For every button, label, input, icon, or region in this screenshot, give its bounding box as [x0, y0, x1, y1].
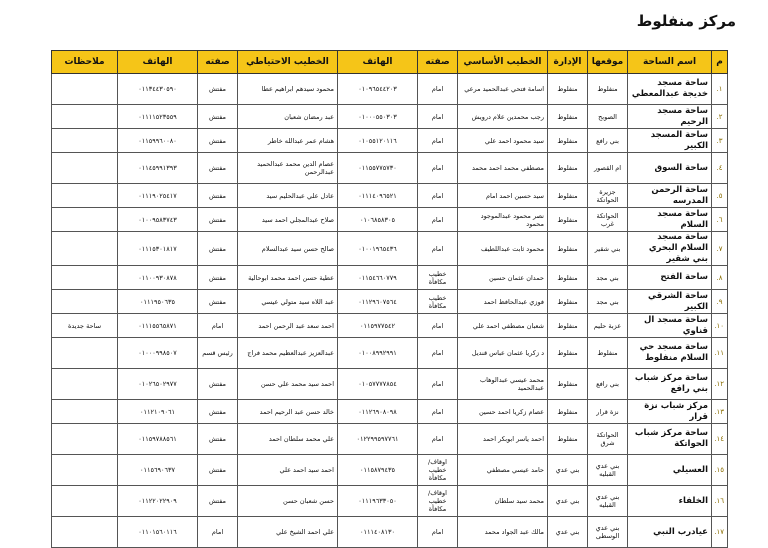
row-number-cell: ١٢. — [712, 369, 728, 400]
backup-role-cell: مفتش — [198, 74, 238, 105]
table-body — [52, 74, 728, 548]
table-row — [52, 400, 728, 424]
primary-preacher-cell: د زكريا عثمان عباس قنديل — [458, 338, 548, 369]
row-number-cell: ١١. — [712, 338, 728, 369]
primary-preacher-cell: رجب محمدين علام درويش — [458, 105, 548, 129]
notes-cell — [52, 153, 118, 184]
row-number-cell: ٤. — [712, 153, 728, 184]
backup-preacher-cell: عبد رمضان شعبان — [238, 105, 338, 129]
backup-phone-cell: ٠١١٥٩٩٦٠٠٨٠ — [118, 129, 198, 153]
backup-role-cell: مفتش — [198, 400, 238, 424]
backup-preacher-cell: عبد اللاه سيد متولي عيسي — [238, 290, 338, 314]
row-number-cell: ١٦. — [712, 486, 728, 517]
backup-role-cell: مفتش — [198, 105, 238, 129]
administration-cell: بني عدي — [548, 517, 588, 548]
column-header: الهاتف — [118, 51, 198, 74]
plaza-name-cell: العسيلي — [628, 455, 712, 486]
backup-role-cell: مفتش — [198, 424, 238, 455]
column-header: الهاتف — [338, 51, 418, 74]
primary-phone-cell: ٠١١٥٥٧٧٥٧٣٠ — [338, 153, 418, 184]
notes-cell — [52, 129, 118, 153]
primary-role-cell: خطيب مكافأة — [418, 266, 458, 290]
backup-phone-cell: ٠١١٠٠٩٣٠٨٧٨ — [118, 266, 198, 290]
table-row — [52, 455, 728, 486]
table-row — [52, 369, 728, 400]
primary-preacher-cell: فوزي عبدالحافظ احمد — [458, 290, 548, 314]
primary-role-cell: امام — [418, 208, 458, 232]
primary-phone-cell: ٠١٢٢٩٩٥٩٧٧٦١ — [338, 424, 418, 455]
administration-cell: منفلوط — [548, 314, 588, 338]
table-row — [52, 232, 728, 266]
row-number-cell: ٨. — [712, 266, 728, 290]
table-row — [52, 486, 728, 517]
backup-phone-cell: ٠١١٣٤٤٣٠٥٩٠ — [118, 74, 198, 105]
column-header: موقعها — [588, 51, 628, 74]
primary-preacher-cell: سيد محمود احمد علي — [458, 129, 548, 153]
primary-role-cell: امام — [418, 232, 458, 266]
backup-preacher-cell: عطية حسن احمد محمد ابوحالية — [238, 266, 338, 290]
primary-preacher-cell: اسامة فتحي عبدالحميد مرعي — [458, 74, 548, 105]
primary-phone-cell: ٠١١٥٤٦٦٠٧٧٩ — [338, 266, 418, 290]
table-row — [52, 153, 728, 184]
plaza-name-cell: ساحة مركز شباب الحواتكة — [628, 424, 712, 455]
primary-preacher-cell: شعبان مصطفي احمد علي — [458, 314, 548, 338]
backup-preacher-cell: علي احمد الشيخ علي — [238, 517, 338, 548]
administration-cell: بني عدي — [548, 455, 588, 486]
primary-phone-cell: ٠١١٢٩٦٠٧٥٦٤ — [338, 290, 418, 314]
primary-preacher-cell: عصام زكريا احمد حسين — [458, 400, 548, 424]
primary-preacher-cell: مصطفي محمد احمد محمد — [458, 153, 548, 184]
column-header: م — [712, 51, 728, 74]
backup-role-cell: مفتش — [198, 369, 238, 400]
primary-role-cell: امام — [418, 400, 458, 424]
primary-role-cell: امام — [418, 517, 458, 548]
plaza-location-cell: الحواتكة شرق — [588, 424, 628, 455]
notes-cell — [52, 338, 118, 369]
notes-cell — [52, 232, 118, 266]
row-number-cell: ٢. — [712, 105, 728, 129]
khutba-table-container — [52, 50, 728, 548]
plaza-location-cell: بني مجد — [588, 290, 628, 314]
plaza-name-cell: مركز شباب نزة قرار — [628, 400, 712, 424]
column-header: صفته — [418, 51, 458, 74]
administration-cell: منفلوط — [548, 153, 588, 184]
primary-preacher-cell: حامد عيسي مصطفي — [458, 455, 548, 486]
row-number-cell: ٣. — [712, 129, 728, 153]
plaza-location-cell: الحواتكة غرب — [588, 208, 628, 232]
table-row — [52, 290, 728, 314]
backup-phone-cell: ٠١١١١٥٢٣٥٥٩ — [118, 105, 198, 129]
backup-preacher-cell: عصام الدين محمد عبدالحميد عبدالرحمن — [238, 153, 338, 184]
primary-preacher-cell: نصر محمود عبدالموجود محمود — [458, 208, 548, 232]
plaza-name-cell: ساحة مسجد السلام البحري بني شقير — [628, 232, 712, 266]
administration-cell: بني عدي — [548, 486, 588, 517]
table-row — [52, 184, 728, 208]
backup-preacher-cell: عبدالعزيز عبدالعظيم محمد فراج — [238, 338, 338, 369]
column-header: ملاحظات — [52, 51, 118, 74]
primary-phone-cell: ٠١١١٤٠٨١٣٠ — [338, 517, 418, 548]
backup-phone-cell: ٠١١٢١٠٩٠٦١ — [118, 400, 198, 424]
administration-cell: منفلوط — [548, 290, 588, 314]
primary-phone-cell: ٠١١٢٦٩٠٨٠٩٨ — [338, 400, 418, 424]
notes-cell — [52, 184, 118, 208]
primary-preacher-cell: محمود ثابت عبداللطيف — [458, 232, 548, 266]
plaza-name-cell: الخلفاء — [628, 486, 712, 517]
plaza-name-cell: ساحة مسجد ال قناوي — [628, 314, 712, 338]
plaza-name-cell: ساحة مسجد السلام — [628, 208, 712, 232]
primary-phone-cell: ٠١٠٠١٩٦٥٤٣٦ — [338, 232, 418, 266]
administration-cell: منفلوط — [548, 105, 588, 129]
backup-phone-cell: ٠١١١٩٥٠٦٣٥ — [118, 290, 198, 314]
primary-phone-cell: ٠١٠٦٨٥٨٣٠٥ — [338, 208, 418, 232]
backup-role-cell: مفتش — [198, 208, 238, 232]
backup-role-cell: مفتش — [198, 290, 238, 314]
backup-phone-cell: ٠١١١٥٣٠١٨١٧ — [118, 232, 198, 266]
primary-phone-cell: ٠١٠٩٦٥٤٤٢٠٣ — [338, 74, 418, 105]
row-number-cell: ١٥. — [712, 455, 728, 486]
row-number-cell: ٦. — [712, 208, 728, 232]
administration-cell: منفلوط — [548, 369, 588, 400]
column-header: الإدارة — [548, 51, 588, 74]
primary-phone-cell: ٠١٠٠٠٥٥٠٣٠٣ — [338, 105, 418, 129]
administration-cell: منفلوط — [548, 184, 588, 208]
plaza-location-cell: بني شقير — [588, 232, 628, 266]
table-row — [52, 129, 728, 153]
backup-preacher-cell: صالح حسن سيد عبدالسلام — [238, 232, 338, 266]
notes-cell — [52, 266, 118, 290]
backup-role-cell: رئيس قسم — [198, 338, 238, 369]
table-row — [52, 338, 728, 369]
notes-cell — [52, 369, 118, 400]
plaza-location-cell: بني عدي القبليه — [588, 455, 628, 486]
backup-role-cell: مفتش — [198, 266, 238, 290]
administration-cell: منفلوط — [548, 129, 588, 153]
backup-phone-cell: ٠١١٥٦٩٠٦٣٧ — [118, 455, 198, 486]
plaza-location-cell: الصوبح — [588, 105, 628, 129]
backup-phone-cell: ٠١٠٠٩٥٨٣٧٤٣ — [118, 208, 198, 232]
primary-preacher-cell: احمد ياسر ابوبكر احمد — [458, 424, 548, 455]
column-header: اسم الساحة — [628, 51, 712, 74]
backup-phone-cell: ٠١٠٠٠٩٩٨٥٠٧ — [118, 338, 198, 369]
administration-cell: منفلوط — [548, 338, 588, 369]
primary-role-cell: امام — [418, 369, 458, 400]
backup-preacher-cell: احمد سعد عبد الرحمن احمد — [238, 314, 338, 338]
backup-role-cell: مفتش — [198, 129, 238, 153]
administration-cell: منفلوط — [548, 400, 588, 424]
administration-cell: منفلوط — [548, 232, 588, 266]
row-number-cell: ١٤. — [712, 424, 728, 455]
backup-preacher-cell: صلاح عبدالمجلي احمد سيد — [238, 208, 338, 232]
table-row — [52, 74, 728, 105]
primary-phone-cell: ٠١١١٩٦٣٣٠٥٠ — [338, 486, 418, 517]
primary-preacher-cell: سيد حسين احمد امام — [458, 184, 548, 208]
backup-phone-cell: ٠١١٠١٥٦٠١١٦ — [118, 517, 198, 548]
plaza-location-cell: منفلوط — [588, 74, 628, 105]
backup-preacher-cell: علي محمد سلطان احمد — [238, 424, 338, 455]
primary-role-cell: امام — [418, 184, 458, 208]
row-number-cell: ٩. — [712, 290, 728, 314]
primary-preacher-cell: مالك عبد الجواد محمد — [458, 517, 548, 548]
plaza-name-cell: ساحة مسجد خديجة عبدالمعطي — [628, 74, 712, 105]
primary-role-cell: امام — [418, 153, 458, 184]
plaza-name-cell: ساحة مسجد الرحيم — [628, 105, 712, 129]
row-number-cell: ٧. — [712, 232, 728, 266]
notes-cell: ساحة جديدة — [52, 314, 118, 338]
backup-phone-cell: ٠١١١٩٠٢٥٤١٧ — [118, 184, 198, 208]
khutba-table — [51, 50, 728, 548]
row-number-cell: ١. — [712, 74, 728, 105]
backup-phone-cell: ٠١٠٢٦٥٠٢٩٧٧ — [118, 369, 198, 400]
page-title: مركز منفلوط — [636, 12, 736, 30]
plaza-name-cell: ساحة مركز شباب بني رافع — [628, 369, 712, 400]
table-row — [52, 266, 728, 290]
primary-preacher-cell: حمدان عثمان حسين — [458, 266, 548, 290]
notes-cell — [52, 290, 118, 314]
notes-cell — [52, 74, 118, 105]
backup-preacher-cell: احمد سيد احمد علي — [238, 455, 338, 486]
primary-role-cell: امام — [418, 105, 458, 129]
notes-cell — [52, 105, 118, 129]
notes-cell — [52, 208, 118, 232]
row-number-cell: ١٣. — [712, 400, 728, 424]
column-header: صفته — [198, 51, 238, 74]
administration-cell: منفلوط — [548, 74, 588, 105]
plaza-location-cell: بني عدي الوسطى — [588, 517, 628, 548]
backup-preacher-cell: محمود سيدهم ابراهيم عطا — [238, 74, 338, 105]
plaza-name-cell: عيادرب النبي — [628, 517, 712, 548]
primary-role-cell: امام — [418, 129, 458, 153]
plaza-location-cell: بني مجد — [588, 266, 628, 290]
primary-role-cell: خطيب مكافأة — [418, 290, 458, 314]
column-header: الخطيب الاحتياطي — [238, 51, 338, 74]
plaza-location-cell: بني رافع — [588, 129, 628, 153]
plaza-location-cell: عزبة حليم — [588, 314, 628, 338]
backup-role-cell: مفتش — [198, 184, 238, 208]
primary-role-cell: امام — [418, 424, 458, 455]
primary-phone-cell: ٠١١٥٨٧٩٤٣٥ — [338, 455, 418, 486]
plaza-location-cell: جزيرة الحواتكة — [588, 184, 628, 208]
primary-role-cell: اوقاف/خطيب مكافأة — [418, 486, 458, 517]
notes-cell — [52, 486, 118, 517]
administration-cell: منفلوط — [548, 424, 588, 455]
backup-phone-cell: ٠١١٤٥٩٩١٣٩٣ — [118, 153, 198, 184]
primary-role-cell: امام — [418, 338, 458, 369]
primary-preacher-cell: محمد عيسي عبدالوهاب عبدالحميد — [458, 369, 548, 400]
table-row — [52, 314, 728, 338]
backup-role-cell: مفتش — [198, 486, 238, 517]
plaza-name-cell: ساحة الشرقي الكبير — [628, 290, 712, 314]
row-number-cell: ٥. — [712, 184, 728, 208]
plaza-location-cell: منفلوط — [588, 338, 628, 369]
backup-role-cell: مفتش — [198, 153, 238, 184]
primary-phone-cell: ٠١٠٠٨٩٩٢٩٩١ — [338, 338, 418, 369]
header-row — [52, 51, 728, 74]
administration-cell: منفلوط — [548, 266, 588, 290]
table-row — [52, 208, 728, 232]
backup-role-cell: مفتش — [198, 232, 238, 266]
backup-phone-cell: ٠١١٢٢٠٢٢٩٠٩ — [118, 486, 198, 517]
backup-preacher-cell: حسن شعبان حسن — [238, 486, 338, 517]
backup-phone-cell: ٠١١١٥٥٦٥٨٧١ — [118, 314, 198, 338]
administration-cell: منفلوط — [548, 208, 588, 232]
plaza-location-cell: نزة قرار — [588, 400, 628, 424]
backup-phone-cell: ٠١١٥٩٧٨٨٥٦١ — [118, 424, 198, 455]
primary-role-cell: اوقاف/خطيب مكافأة — [418, 455, 458, 486]
plaza-name-cell: ساحة الرحمن المدرسه — [628, 184, 712, 208]
plaza-name-cell: ساحة السوق — [628, 153, 712, 184]
row-number-cell: ١٠. — [712, 314, 728, 338]
plaza-location-cell: بني عدي القبليه — [588, 486, 628, 517]
plaza-location-cell: ام القصور — [588, 153, 628, 184]
backup-preacher-cell: عادل علي عبدالحليم سيد — [238, 184, 338, 208]
primary-phone-cell: ٠١١٥٩٧٧٥٤٢ — [338, 314, 418, 338]
backup-preacher-cell: احمد سيد محمد علي حسن — [238, 369, 338, 400]
column-header: الخطيب الأساسي — [458, 51, 548, 74]
backup-role-cell: امام — [198, 314, 238, 338]
primary-role-cell: امام — [418, 314, 458, 338]
row-number-cell: ١٧. — [712, 517, 728, 548]
primary-phone-cell: ٠١١١٤٠٩٦٥٢١ — [338, 184, 418, 208]
notes-cell — [52, 400, 118, 424]
backup-preacher-cell: هشام عمر عبدالله خاطر — [238, 129, 338, 153]
primary-preacher-cell: محمد سيد سلطان — [458, 486, 548, 517]
primary-phone-cell: ٠١٠٥٥١٢٠١١٦ — [338, 129, 418, 153]
primary-role-cell: امام — [418, 74, 458, 105]
table-row — [52, 105, 728, 129]
backup-role-cell: مفتش — [198, 455, 238, 486]
notes-cell — [52, 424, 118, 455]
plaza-name-cell: ساحة مسجد حي السلام منفلوط — [628, 338, 712, 369]
plaza-name-cell: ساحة المسجد الكبير — [628, 129, 712, 153]
primary-phone-cell: ٠١٠٥٧٧٧٧٨٥٤ — [338, 369, 418, 400]
backup-role-cell: امام — [198, 517, 238, 548]
notes-cell — [52, 455, 118, 486]
table-row — [52, 424, 728, 455]
plaza-name-cell: ساحة الفتح — [628, 266, 712, 290]
plaza-location-cell: بني رافع — [588, 369, 628, 400]
backup-preacher-cell: خالد حسن عبد الرحيم احمد — [238, 400, 338, 424]
